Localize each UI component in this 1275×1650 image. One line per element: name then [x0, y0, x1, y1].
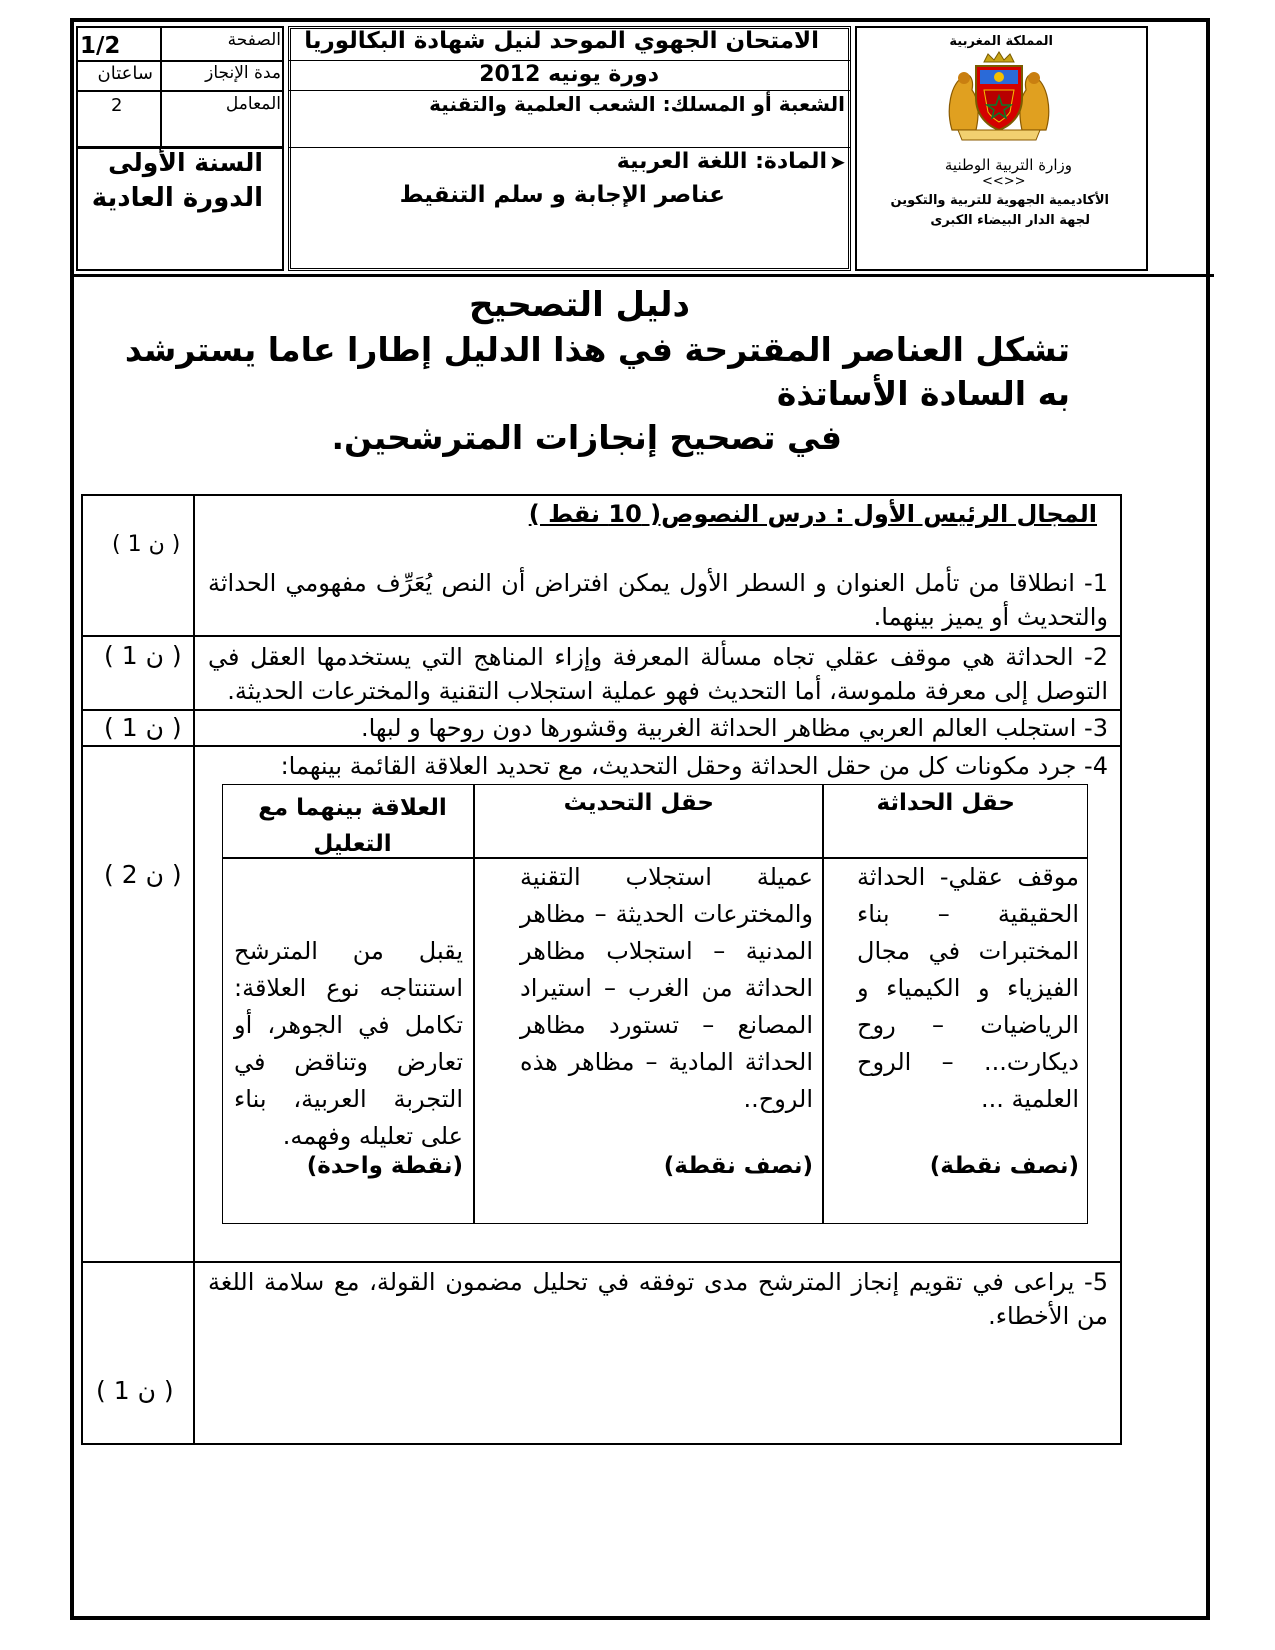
score-1: ( 1 ن )	[112, 532, 181, 557]
region-label: لجهة الدار البيضاء الكبرى	[930, 213, 1090, 228]
regular-session-label: الدورة العادية	[91, 183, 263, 213]
inner-points-modernity: (نصف نقطة)	[929, 1153, 1079, 1179]
section-heading: المجال الرئيس الأول : درس النصوص( 10 نقط )	[528, 500, 1097, 528]
symbol-label: <<>>	[982, 174, 1026, 189]
question-2: 2- الحداثة هي موقف عقلي تجاه مسألة المعرفة وإزاء المناهج التي يستخدمها العقل في التوصل إلى معرفة ملموسة، أما التحديث فهو عملية استجلاب التقنية والمخترعات الحديثة.	[208, 643, 1108, 705]
inner-points-relation: (نقطة واحدة)	[306, 1153, 463, 1179]
coef-label: المعامل	[225, 94, 281, 114]
score-cell-1	[81, 494, 195, 637]
inner-cell-relation-text: يقبل من المترشح استنتاجه نوع العلاقة: تكامل في الجوهر، أو تعارض وتناقض في التجربة العربية، بناء على تعليله وفهمه.	[234, 937, 463, 1150]
page-value: 1/2	[80, 33, 121, 59]
score-5: ( 1 ن )	[96, 1376, 174, 1405]
question-4: 4- جرد مكونات كل من حقل الحداثة وحقل التحديث، مع تحديد العلاقة القائمة بينهما:	[280, 752, 1108, 780]
subject-label: المادة: اللغة العربية	[616, 149, 827, 174]
guide-title: دليل التصحيح	[469, 285, 690, 325]
exam-title: الامتحان الجهوي الموحد لنيل شهادة البكالوريا	[304, 28, 819, 54]
coat-of-arms-icon	[944, 50, 1054, 142]
inner-header-modernization-label: حقل التحديث	[563, 790, 714, 816]
question-5: 5- يراعى في تقويم إنجاز المترشح مدى توفقه في تحليل مضمون القولة، مع سلامة اللغة من الأخطاء.	[208, 1268, 1108, 1330]
inner-cell-modernization-text: عميلة استجلاب التقنية والمخترعات الحديثة – مظاهر المدنية – استجلاب مظاهر الحداثة من الغرب – استيراد المصانع – تستورد مظاهر الحداثة المادية – مظاهر هذه الروح..	[520, 863, 813, 1113]
inner-cell-modernity-text: موقف عقلي- الحداثة الحقيقية – بناء المختبرات في مجال الفيزياء و الكيمياء و الرياضيات – روح ديكارت... – الروح العلمية ...	[857, 863, 1079, 1113]
guide-intro-line2: به السادة الأساتذة	[776, 374, 1070, 413]
ministry-label: وزارة التربية الوطنية	[944, 156, 1072, 174]
kingdom-label: المملكة المغربية	[949, 34, 1053, 49]
score-2: ( 1 ن )	[104, 641, 182, 670]
academy-label: الأكاديمية الجهوية للتربية والتكوين	[890, 193, 1109, 208]
guide-intro-line1: تشكل العناصر المقترحة في هذا الدليل إطارا عاما يسترشد	[124, 330, 1070, 369]
duration-value: ساعتان	[97, 63, 153, 84]
score-3: ( 1 ن )	[104, 713, 182, 742]
question-3: 3- استجلب العالم العربي مظاهر الحداثة الغربية وقشورها دون روحها و لبها.	[360, 714, 1108, 742]
track-label: الشعبة أو المسلك: الشعب العلمية والتقنية	[429, 92, 845, 116]
score-4: ( 2 ن )	[104, 860, 182, 889]
guide-intro-line3: في تصحيح إنجازات المترشحين.	[331, 418, 842, 457]
score-cell-4	[81, 745, 195, 1263]
year-label: السنة الأولى	[108, 148, 263, 177]
arrow-icon: ➤	[829, 150, 846, 174]
page-label: الصفحة	[227, 30, 281, 50]
answer-elements-label: عناصر الإجابة و سلم التنقيط	[399, 182, 725, 208]
duration-label: مدة الإنجاز	[205, 63, 281, 83]
inner-points-modernization: (نصف نقطة)	[663, 1153, 813, 1179]
coef-value: 2	[111, 95, 123, 116]
score-cell-5	[81, 1261, 195, 1445]
inner-header-modernity-label: حقل الحداثة	[876, 790, 1015, 816]
session-date: دورة يونيه 2012	[479, 62, 659, 87]
inner-header-relation-label: العلاقة بينهما مع التعليل	[258, 795, 447, 857]
question-1: 1- انطلاقا من تأمل العنوان و السطر الأول يمكن افتراض أن النص يُعَرِّف مفهومي الحداثة والتحديث أو يميز بينهما.	[208, 569, 1108, 631]
